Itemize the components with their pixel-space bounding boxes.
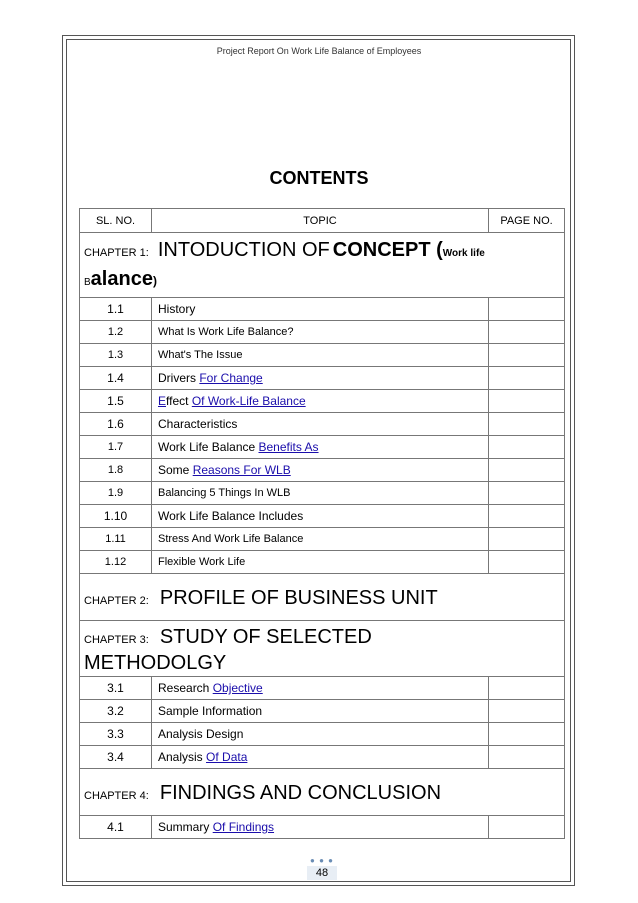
table-row xyxy=(80,677,565,700)
topic-text: History xyxy=(158,302,196,316)
col-header-topic: TOPIC xyxy=(152,209,489,233)
running-header: Project Report On Work Life Balance of Employees xyxy=(216,46,422,56)
chapter-row-1 xyxy=(80,233,565,298)
row-page xyxy=(489,436,565,459)
row-page xyxy=(489,746,565,769)
row-topic xyxy=(152,677,489,700)
row-number: 4.1 xyxy=(80,816,152,839)
table-row xyxy=(80,298,565,321)
table-row xyxy=(80,367,565,390)
chapter-number: 4: xyxy=(139,790,149,802)
row-topic xyxy=(152,344,489,367)
chapter-label: CHAPTER xyxy=(84,790,137,802)
topic-text: Analysis xyxy=(158,750,207,764)
chapter-title-small: Work life xyxy=(442,248,485,259)
chapter-title: INTODUCTION OF xyxy=(157,239,330,261)
row-topic xyxy=(152,321,489,344)
row-number: 1.7 xyxy=(80,436,152,459)
chapter-cell xyxy=(80,233,565,298)
row-number: 1.12 xyxy=(80,551,152,574)
topic-text: Balancing 5 Things In WLB xyxy=(158,487,291,499)
row-topic xyxy=(152,700,489,723)
topic-text: Analysis Design xyxy=(158,727,244,741)
table-header-row xyxy=(80,209,565,233)
row-number: 1.10 xyxy=(80,505,152,528)
row-number: 1.1 xyxy=(80,298,152,321)
topic-text: Some xyxy=(158,463,193,477)
topic-text: Drivers xyxy=(158,371,200,385)
contents-table xyxy=(79,208,565,839)
chapter-number: 1: xyxy=(139,247,149,259)
table-row xyxy=(80,551,565,574)
row-topic xyxy=(152,816,489,839)
row-page xyxy=(489,459,565,482)
row-page xyxy=(489,677,565,700)
row-topic xyxy=(152,390,489,413)
table-row xyxy=(80,436,565,459)
col-header-sl: SL. NO. xyxy=(80,209,152,233)
chapter-cell xyxy=(80,769,565,816)
chapter-number: 3: xyxy=(139,634,149,646)
topic-link[interactable]: Objective xyxy=(212,681,263,695)
topic-link-initial[interactable]: E xyxy=(158,394,167,408)
row-topic xyxy=(152,505,489,528)
row-topic xyxy=(152,551,489,574)
topic-link[interactable]: Of Findings xyxy=(212,820,275,834)
chapter-label: CHAPTER xyxy=(84,634,137,646)
chapter-title-line2: METHODOLGY xyxy=(84,652,227,674)
topic-text: Sample Information xyxy=(158,704,263,718)
table-row xyxy=(80,723,565,746)
topic-text: What Is Work Life Balance? xyxy=(158,326,294,338)
row-number: 1.4 xyxy=(80,367,152,390)
row-number: 1.8 xyxy=(80,459,152,482)
row-page xyxy=(489,298,565,321)
table-row xyxy=(80,459,565,482)
table-row xyxy=(80,344,565,367)
topic-text: Work Life Balance Includes xyxy=(158,509,304,523)
table-row xyxy=(80,746,565,769)
chapter-title-line2-close: ) xyxy=(152,274,157,288)
row-topic xyxy=(152,528,489,551)
chapter-label: CHAPTER xyxy=(84,595,137,607)
table-row xyxy=(80,482,565,505)
topic-link[interactable]: For Change xyxy=(199,371,263,385)
chapter-title-bold: CONCEPT ( xyxy=(332,239,443,261)
table-row xyxy=(80,505,565,528)
row-page xyxy=(489,321,565,344)
row-topic xyxy=(152,436,489,459)
row-page xyxy=(489,413,565,436)
row-number: 1.3 xyxy=(80,344,152,367)
chapter-cell xyxy=(80,621,565,677)
chapter-row-3 xyxy=(80,621,565,677)
table-row xyxy=(80,390,565,413)
chapter-title-line2: alance xyxy=(90,268,153,290)
table-row xyxy=(80,528,565,551)
row-page xyxy=(489,344,565,367)
row-page xyxy=(489,482,565,505)
chapter-title-line2-initial: B xyxy=(84,277,91,288)
chapter-title: STUDY OF SELECTED xyxy=(159,626,372,648)
row-page xyxy=(489,367,565,390)
chapter-row-4 xyxy=(80,769,565,816)
row-page xyxy=(489,723,565,746)
table-row xyxy=(80,700,565,723)
topic-text: What's The Issue xyxy=(158,349,243,361)
row-topic xyxy=(152,298,489,321)
row-page xyxy=(489,700,565,723)
topic-text: ffect xyxy=(166,394,192,408)
page-title: CONTENTS xyxy=(269,168,369,188)
topic-text: Characteristics xyxy=(158,417,238,431)
table-row xyxy=(80,321,565,344)
chapter-number: 2: xyxy=(139,595,149,607)
row-number: 3.2 xyxy=(80,700,152,723)
row-page xyxy=(489,528,565,551)
row-topic xyxy=(152,459,489,482)
topic-text: Research xyxy=(158,681,213,695)
row-page xyxy=(489,505,565,528)
row-number: 1.6 xyxy=(80,413,152,436)
chapter-title: FINDINGS AND CONCLUSION xyxy=(159,782,442,804)
row-page xyxy=(489,816,565,839)
row-page xyxy=(489,551,565,574)
row-topic xyxy=(152,723,489,746)
topic-link[interactable]: Benefits As xyxy=(258,440,319,454)
row-topic xyxy=(152,367,489,390)
row-number: 1.11 xyxy=(80,528,152,551)
table-row xyxy=(80,413,565,436)
chapter-cell xyxy=(80,574,565,621)
row-topic xyxy=(152,746,489,769)
page-number: 48 xyxy=(307,866,337,880)
topic-link[interactable]: Of Work-Life Balance xyxy=(191,394,306,408)
row-number: 3.1 xyxy=(80,677,152,700)
topic-text: Stress And Work Life Balance xyxy=(158,533,304,545)
row-number: 1.5 xyxy=(80,390,152,413)
topic-text: Work Life Balance xyxy=(158,440,259,454)
topic-text: Summary xyxy=(158,820,213,834)
row-number: 3.4 xyxy=(80,746,152,769)
row-topic xyxy=(152,482,489,505)
row-topic xyxy=(152,413,489,436)
table-row xyxy=(80,816,565,839)
chapter-row-2 xyxy=(80,574,565,621)
row-number: 1.2 xyxy=(80,321,152,344)
col-header-page: PAGE NO. xyxy=(489,209,565,233)
topic-link[interactable]: Of Data xyxy=(206,750,248,764)
page-number-ornament: ● ● ● xyxy=(310,856,334,865)
topic-text: Flexible Work Life xyxy=(158,556,246,568)
row-number: 1.9 xyxy=(80,482,152,505)
row-number: 3.3 xyxy=(80,723,152,746)
topic-link[interactable]: Reasons For WLB xyxy=(192,463,291,477)
chapter-label: CHAPTER xyxy=(84,247,137,259)
row-page xyxy=(489,390,565,413)
chapter-title: PROFILE OF BUSINESS UNIT xyxy=(159,587,438,609)
